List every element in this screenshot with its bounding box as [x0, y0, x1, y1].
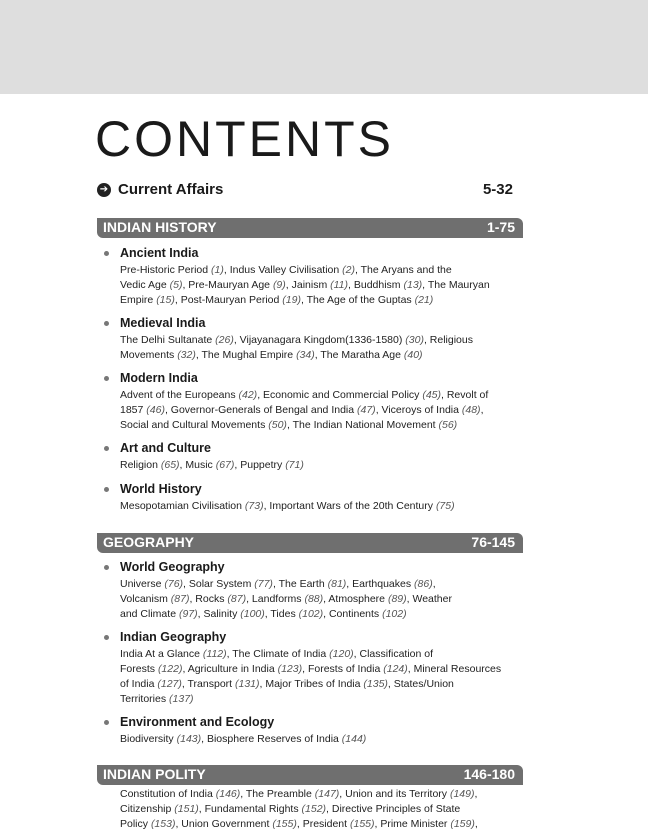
toc-line	[120, 647, 522, 662]
toc-text: , Atmosphere	[323, 593, 388, 605]
toc-text: Forests	[120, 663, 158, 675]
page-ref: (81)	[327, 578, 347, 590]
section-title: GEOGRAPHY	[103, 534, 195, 550]
page-ref: (87)	[170, 593, 190, 605]
toc-text: , Governor-Generals of Bengal and India	[164, 404, 357, 416]
page-ref: (13)	[403, 279, 423, 291]
toc-text: , Pre-Mauryan Age	[182, 279, 273, 291]
toc-line	[120, 293, 522, 308]
topic-body	[120, 333, 522, 363]
section-header-indian-history[interactable]	[97, 218, 523, 238]
toc-line	[120, 577, 522, 592]
toc-line	[120, 802, 520, 817]
toc-text: , Buddhism	[348, 279, 404, 291]
toc-entry-current-affairs[interactable]	[97, 181, 517, 203]
page-ref: (67)	[215, 459, 235, 471]
topic-title: World History	[120, 482, 202, 496]
toc-text: , Major Tribes of India	[259, 678, 364, 690]
topic-body	[120, 388, 522, 433]
toc-text: , The Mughal Empire	[195, 349, 297, 361]
bullet-icon	[104, 635, 109, 640]
page-ref: (122)	[157, 663, 183, 675]
toc-text: , Post-Mauryan Period	[174, 294, 283, 306]
toc-text: , Religious	[423, 334, 473, 346]
topic-body	[120, 577, 522, 622]
toc-text: Movements	[120, 349, 178, 361]
toc-text: and Climate	[120, 608, 179, 620]
page-ref: (76)	[164, 578, 184, 590]
page-ref: (127)	[157, 678, 182, 690]
page-ref: (77)	[254, 578, 273, 590]
page-ref: (144)	[341, 733, 367, 745]
bullet-icon	[104, 720, 109, 725]
topic-title: Ancient India	[120, 246, 199, 260]
section-header-geography[interactable]	[97, 533, 523, 553]
toc-text: , Landforms	[246, 593, 305, 605]
page-ref: (135)	[363, 678, 388, 690]
page-ref: (112)	[202, 648, 227, 660]
topic-title: World Geography	[120, 560, 225, 574]
section-title: INDIAN HISTORY	[103, 219, 217, 235]
topic-body	[120, 732, 522, 747]
page-ref: (1)	[211, 264, 224, 276]
page-ref: (11)	[330, 279, 349, 291]
page-ref: (26)	[215, 334, 234, 346]
page-ref: (123)	[277, 663, 303, 675]
page-ref: (50)	[268, 419, 287, 431]
page-ref: (100)	[240, 608, 265, 620]
page-ref: (9)	[272, 279, 286, 291]
toc-entry-pages: 5-32	[482, 181, 513, 198]
toc-text: ,	[474, 788, 478, 800]
page-ref: (15)	[156, 294, 175, 306]
toc-text: Social and Cultural Movements	[120, 419, 269, 431]
page-ref: (48)	[461, 404, 481, 416]
toc-entry-label: Current Affairs	[118, 181, 224, 198]
toc-text: , Indus Valley Civilisation	[223, 264, 343, 276]
toc-text: ,	[432, 578, 436, 590]
toc-line	[120, 732, 522, 747]
toc-text: Volcanism	[120, 593, 171, 605]
toc-text: , States/Union	[387, 678, 454, 690]
toc-line	[120, 458, 522, 473]
topic-body	[120, 499, 522, 514]
page-ref: (21)	[414, 294, 434, 306]
toc-text: , Directive Principles of State	[326, 803, 461, 815]
section-header-indian-polity[interactable]	[97, 765, 523, 785]
toc-text: Advent of the Europeans	[120, 389, 239, 401]
toc-text: , Economic and Commercial Policy	[257, 389, 423, 401]
page-ref: (143)	[176, 733, 202, 745]
toc-text: , Jainism	[285, 279, 331, 291]
toc-text: The Delhi Sultanate	[120, 334, 216, 346]
toc-line	[120, 278, 522, 293]
toc-text: ,	[480, 404, 484, 416]
topic-title: Indian Geography	[120, 630, 227, 644]
toc-line	[120, 787, 520, 802]
toc-line	[120, 692, 522, 707]
page-ref: (155)	[349, 818, 375, 830]
section-pages: 146-180	[463, 766, 515, 782]
page-ref: (151)	[174, 803, 199, 815]
page-ref: (32)	[177, 349, 196, 361]
toc-text: , Union Government	[175, 818, 273, 830]
toc-text: , Mineral Resources	[407, 663, 502, 675]
page-ref: (19)	[282, 294, 301, 306]
page-ref: (153)	[150, 818, 176, 830]
toc-text: ,	[474, 818, 478, 830]
page-ref: (42)	[238, 389, 258, 401]
toc-text: , The Climate of India	[226, 648, 330, 660]
topic-body	[120, 458, 522, 473]
page-ref: (87)	[227, 593, 247, 605]
toc-line	[120, 607, 522, 622]
bullet-icon	[104, 487, 109, 492]
section-title: INDIAN POLITY	[103, 766, 206, 782]
toc-text: Territories	[120, 693, 170, 705]
page-ref: (97)	[178, 608, 198, 620]
toc-text: , Weather	[406, 593, 452, 605]
toc-text: , Agriculture in India	[182, 663, 278, 675]
toc-text: , Rocks	[189, 593, 228, 605]
toc-line	[120, 662, 522, 677]
topic-body	[120, 263, 522, 308]
page-ref: (2)	[342, 264, 355, 276]
toc-line	[120, 418, 522, 433]
toc-line	[120, 348, 522, 363]
page-ref: (159)	[450, 818, 475, 830]
page-ref: (155)	[272, 818, 297, 830]
toc-text: , The Mauryan	[422, 279, 490, 291]
toc-text: , The Maratha Age	[314, 349, 404, 361]
page-ref: (45)	[422, 389, 442, 401]
toc-text: , Solar System	[183, 578, 255, 590]
toc-text: , Prime Minister	[374, 818, 451, 830]
toc-text: 1857	[120, 404, 147, 416]
toc-text: , Union and its Territory	[339, 788, 450, 800]
toc-text: , Classification of	[353, 648, 434, 660]
toc-text: , Revolt of	[441, 389, 489, 401]
toc-text: Constitution of India	[120, 788, 216, 800]
toc-line	[120, 592, 522, 607]
toc-text: , Continents	[323, 608, 383, 620]
page-ref: (86)	[414, 578, 433, 590]
toc-text: , Music	[179, 459, 216, 471]
topic-title: Art and Culture	[120, 441, 211, 455]
toc-text: Religion	[120, 459, 161, 471]
topic-body	[120, 647, 522, 707]
topic-title: Modern India	[120, 371, 198, 385]
toc-line	[120, 499, 522, 514]
toc-text: , The Indian National Movement	[286, 419, 439, 431]
toc-text: , Earthquakes	[346, 578, 415, 590]
toc-text: of India	[120, 678, 158, 690]
header-band	[0, 0, 648, 94]
toc-text: , Transport	[181, 678, 235, 690]
page-ref: (102)	[382, 608, 407, 620]
page-ref: (146)	[215, 788, 241, 800]
toc-text: Empire	[120, 294, 157, 306]
toc-line	[120, 677, 522, 692]
page-ref: (120)	[329, 648, 354, 660]
toc-text: Pre-Historic Period	[120, 264, 212, 276]
page-ref: (131)	[235, 678, 260, 690]
page-ref: (34)	[296, 349, 315, 361]
bullet-icon	[104, 565, 109, 570]
toc-text: Mesopotamian Civilisation	[120, 500, 245, 512]
page-ref: (102)	[298, 608, 324, 620]
toc-text: , Vijayanagara Kingdom(1336-1580)	[233, 334, 406, 346]
arrow-circle-icon: ➔	[97, 183, 111, 197]
page-ref: (124)	[383, 663, 408, 675]
toc-text: Policy	[120, 818, 151, 830]
page-ref: (47)	[357, 404, 376, 416]
page-ref: (40)	[403, 349, 423, 361]
toc-text: , The Earth	[272, 578, 328, 590]
topic-title: Environment and Ecology	[120, 715, 275, 729]
toc-text: , Viceroys of India	[375, 404, 462, 416]
toc-text: Biodiversity	[120, 733, 177, 745]
toc-line	[120, 333, 522, 348]
page-ref: (89)	[387, 593, 407, 605]
toc-text: , Tides	[264, 608, 299, 620]
page-ref: (73)	[244, 500, 264, 512]
page-ref: (152)	[301, 803, 327, 815]
toc-line	[120, 388, 522, 403]
page-ref: (149)	[449, 788, 475, 800]
toc-line	[120, 817, 520, 832]
section-body-indian-polity	[120, 787, 520, 832]
page-ref: (75)	[435, 500, 455, 512]
page-ref: (137)	[169, 693, 194, 705]
toc-text: , The Preamble	[240, 788, 315, 800]
toc-text: , The Aryans and the	[355, 264, 452, 276]
page-title: CONTENTS	[95, 111, 394, 167]
toc-text: , Important Wars of the 20th Century	[263, 500, 436, 512]
page-ref: (56)	[438, 419, 458, 431]
toc-text: , Fundamental Rights	[198, 803, 302, 815]
toc-text: India At a Glance	[120, 648, 203, 660]
section-pages: 76-145	[471, 534, 515, 550]
bullet-icon	[104, 251, 109, 256]
bullet-icon	[104, 321, 109, 326]
toc-line	[120, 263, 522, 278]
toc-text: , Puppetry	[234, 459, 286, 471]
toc-text: , Salinity	[197, 608, 241, 620]
page-ref: (65)	[160, 459, 180, 471]
page-ref: (46)	[146, 404, 165, 416]
page-ref: (88)	[304, 593, 324, 605]
toc-text: , The Age of the Guptas	[300, 294, 415, 306]
page-ref: (71)	[285, 459, 304, 471]
page-ref: (5)	[169, 279, 183, 291]
toc-text: Citizenship	[120, 803, 175, 815]
toc-text: Universe	[120, 578, 165, 590]
topic-title: Medieval India	[120, 316, 206, 330]
toc-text: , Biosphere Reserves of India	[201, 733, 342, 745]
toc-text: , Forests of India	[302, 663, 384, 675]
section-pages: 1-75	[486, 219, 515, 235]
toc-line	[120, 403, 522, 418]
bullet-icon	[104, 446, 109, 451]
toc-text: , President	[296, 818, 350, 830]
toc-text: Vedic Age	[120, 279, 170, 291]
page-ref: (147)	[314, 788, 340, 800]
bullet-icon	[104, 376, 109, 381]
page-ref: (30)	[405, 334, 424, 346]
